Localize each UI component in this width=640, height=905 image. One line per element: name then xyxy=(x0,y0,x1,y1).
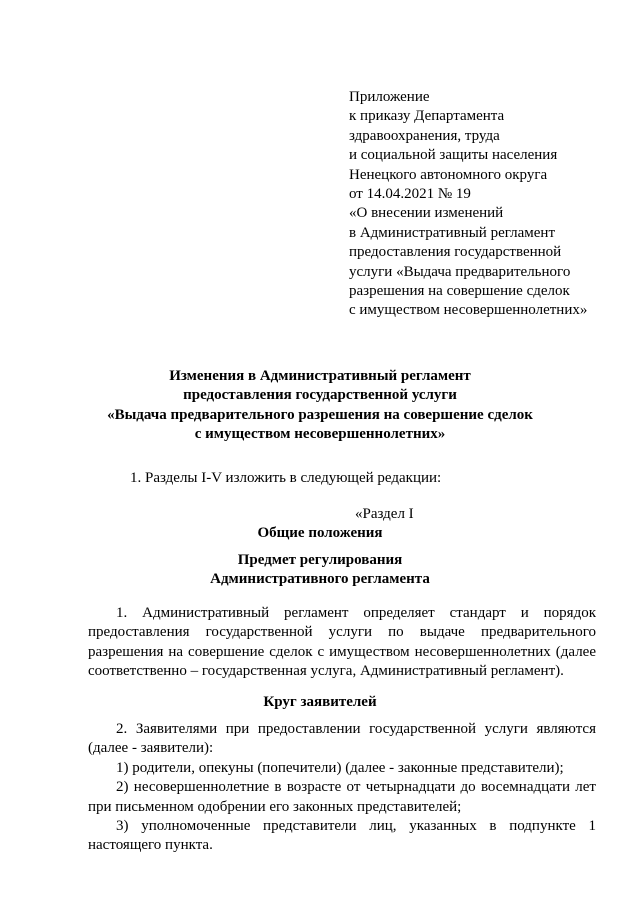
subitem-1: 1) родители, опекуны (попечители) (далее - законные представители); xyxy=(116,759,564,776)
appendix-block xyxy=(349,88,629,321)
appendix-line: в Административный регламент xyxy=(349,224,556,241)
appendix-line: услуги «Выдача предварительного xyxy=(349,263,571,280)
subitem-2: 2) несовершеннолетние в возрасте от четырнадцати до восемнадцати лет при письменном одобрении его законных представителей; xyxy=(88,779,596,815)
appendix-line: от 14.04.2021 № 19 xyxy=(349,186,471,203)
appendix-line: «О внесении изменений xyxy=(349,205,504,222)
section-name: Общие положения xyxy=(257,525,383,541)
title-line: предоставления государственной услуги xyxy=(183,387,457,404)
appendix-line: Ненецкого автономного округа xyxy=(349,166,548,183)
appendix-line: здравоохранения, труда xyxy=(349,127,500,144)
paragraph-1-text: 1. Административный регламент определяет стандарт и порядок предоставления государственной услуги по выдаче предварительного разрешения на совершение сделок с имуществом несовершеннолетних (далее соответственно – государственная услуга, Административный регламент). xyxy=(88,605,596,680)
applicants-block xyxy=(88,720,596,856)
document-title xyxy=(0,367,640,445)
subject-heading-line1: Предмет регулирования xyxy=(237,552,403,568)
title-line: Изменения в Административный регламент xyxy=(169,368,471,384)
item-1-text: 1. Разделы I-V изложить в следующей редакции: xyxy=(130,470,442,486)
applicants-heading: Круг заявителей xyxy=(263,694,377,710)
title-line: «Выдача предварительного разрешения на совершение сделок xyxy=(107,406,533,423)
paragraph-1 xyxy=(88,604,596,682)
paragraph-2-text: 2. Заявителями при предоставлении государственной услуги являются (далее - заявители): xyxy=(88,721,596,757)
subitem-3: 3) уполномоченные представители лиц, указанных в подпункте 1 настоящего пункта. xyxy=(88,818,596,854)
subject-heading-line2: Административного регламента xyxy=(210,571,430,587)
appendix-line: Приложение xyxy=(349,89,430,105)
appendix-line: и социальной защиты населения xyxy=(349,147,558,164)
section-label: «Раздел I xyxy=(355,506,414,522)
appendix-line: разрешения на совершение сделок xyxy=(349,283,570,300)
appendix-line: предоставления государственной xyxy=(349,244,562,261)
appendix-line: к приказу Департамента xyxy=(349,108,505,125)
title-line: с имуществом несовершеннолетних» xyxy=(194,426,446,443)
appendix-line: с имуществом несовершеннолетних» xyxy=(349,302,588,319)
